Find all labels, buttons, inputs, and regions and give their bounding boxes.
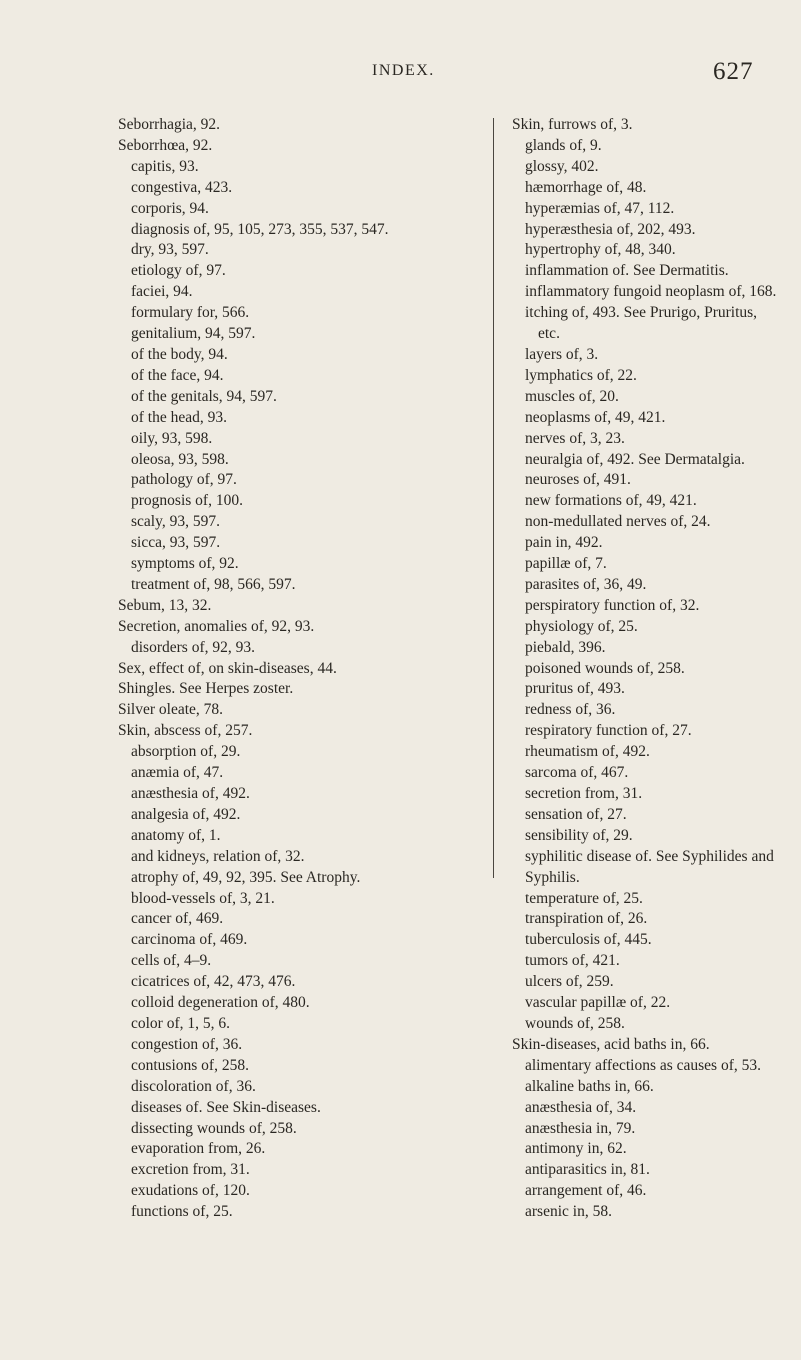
- index-subentry: ulcers of, 259.: [525, 973, 614, 991]
- index-subentry: blood-vessels of, 3, 21.: [131, 889, 275, 907]
- index-subentry: corporis, 94.: [131, 199, 209, 217]
- index-subentry: treatment of, 98, 566, 597.: [131, 575, 296, 593]
- index-subentry: capitis, 93.: [131, 157, 199, 175]
- index-column-right: [512, 115, 777, 1223]
- index-subentry: evaporation from, 26.: [131, 1140, 266, 1158]
- index-subentry: symptoms of, 92.: [131, 555, 239, 573]
- index-subentry: neoplasms of, 49, 421.: [525, 408, 666, 426]
- index-subentry: papillæ of, 7.: [525, 555, 607, 573]
- index-subentry: non-medullated nerves of, 24.: [525, 513, 711, 531]
- index-subentry: perspiratory function of, 32.: [525, 596, 700, 614]
- index-subentry: cancer of, 469.: [131, 910, 224, 928]
- index-subentry: oily, 93, 598.: [131, 429, 213, 447]
- index-subentry: disorders of, 92, 93.: [131, 638, 255, 656]
- index-subentry: redness of, 36.: [525, 701, 616, 719]
- index-entry: Sebum, 13, 32.: [118, 596, 212, 614]
- index-subentry: of the genitals, 94, 597.: [131, 387, 277, 405]
- index-subentry: vascular papillæ of, 22.: [525, 994, 671, 1012]
- index-subentry: neuroses of, 491.: [525, 471, 631, 489]
- index-subentry: absorption of, 29.: [131, 743, 241, 761]
- index-subentry: hæmorrhage of, 48.: [525, 178, 647, 196]
- index-subentry: diseases of. See Skin-diseases.: [131, 1098, 321, 1116]
- index-entry: Seborrhœa, 92.: [118, 136, 213, 154]
- index-subentry: arsenic in, 58.: [525, 1203, 612, 1221]
- index-subentry: alimentary affections as causes of, 53.: [525, 1056, 762, 1074]
- running-head: INDEX.: [372, 62, 435, 79]
- index-subentry: anæmia of, 47.: [131, 764, 224, 782]
- index-subentry: diagnosis of, 95, 105, 273, 355, 537, 547.: [131, 220, 389, 238]
- index-subentry: antimony in, 62.: [525, 1140, 627, 1158]
- index-subentry: poisoned wounds of, 258.: [525, 659, 685, 677]
- index-subentry: faciei, 94.: [131, 283, 193, 301]
- index-entry: Skin, furrows of, 3.: [512, 116, 633, 133]
- page-header: [0, 56, 801, 96]
- index-subentry: nerves of, 3, 23.: [525, 429, 625, 447]
- index-subentry: genitalium, 94, 597.: [131, 325, 256, 343]
- index-subentry: alkaline baths in, 66.: [525, 1077, 654, 1095]
- index-subentry: lymphatics of, 22.: [525, 366, 637, 384]
- index-subentry: hyperæmias of, 47, 112.: [525, 199, 675, 217]
- index-subentry: anatomy of, 1.: [131, 826, 221, 844]
- index-subentry: inflammatory fungoid neoplasm of, 168.: [525, 283, 777, 301]
- index-subentry: dry, 93, 597.: [131, 241, 209, 259]
- index-subentry: arrangement of, 46.: [525, 1182, 647, 1200]
- index-subentry: etc.: [538, 325, 560, 343]
- index-subentry: of the body, 94.: [131, 345, 228, 363]
- index-subentry: scaly, 93, 597.: [131, 513, 220, 531]
- index-entry: Skin, abscess of, 257.: [118, 722, 253, 740]
- index-subentry: of the face, 94.: [131, 366, 224, 384]
- index-subentry: of the head, 93.: [131, 408, 227, 426]
- index-subentry: temperature of, 25.: [525, 889, 643, 907]
- index-subentry: color of, 1, 5, 6.: [131, 1014, 231, 1032]
- index-subentry: exudations of, 120.: [131, 1182, 250, 1200]
- index-subentry: pathology of, 97.: [131, 471, 237, 489]
- index-subentry: contusions of, 258.: [131, 1056, 249, 1074]
- index-entry: Skin-diseases, acid baths in, 66.: [512, 1035, 710, 1053]
- index-subentry: tumors of, 421.: [525, 952, 620, 970]
- index-subentry: layers of, 3.: [525, 345, 599, 363]
- index-subentry: rheumatism of, 492.: [525, 743, 650, 761]
- index-subentry: hyperæsthesia of, 202, 493.: [525, 220, 696, 238]
- index-subentry: anæsthesia in, 79.: [525, 1119, 636, 1137]
- index-entry: Secretion, anomalies of, 92, 93.: [118, 617, 315, 635]
- index-subentry: sensation of, 27.: [525, 805, 627, 823]
- index-subentry: sensibility of, 29.: [525, 826, 633, 844]
- page-number: 627: [713, 58, 754, 85]
- index-subentry: dissecting wounds of, 258.: [131, 1119, 297, 1137]
- index-entry: Shingles. See Herpes zoster.: [118, 680, 294, 698]
- index-subentry: itching of, 493. See Prurigo, Pruritus,: [525, 304, 758, 322]
- index-subentry: muscles of, 20.: [525, 387, 619, 405]
- index-subentry: pain in, 492.: [525, 534, 603, 552]
- index-subentry: prognosis of, 100.: [131, 492, 243, 510]
- index-subentry: glossy, 402.: [525, 157, 599, 175]
- index-subentry: inflammation of. See Dermatitis.: [525, 262, 729, 280]
- index-subentry: transpiration of, 26.: [525, 910, 648, 928]
- index-subentry: oleosa, 93, 598.: [131, 450, 229, 468]
- index-subentry: Syphilis.: [525, 868, 580, 886]
- index-subentry: hypertrophy of, 48, 340.: [525, 241, 676, 259]
- index-subentry: physiology of, 25.: [525, 617, 638, 635]
- index-subentry: etiology of, 97.: [131, 262, 226, 280]
- index-subentry: colloid degeneration of, 480.: [131, 994, 310, 1012]
- index-subentry: anæsthesia of, 492.: [131, 785, 250, 802]
- index-subentry: analgesia of, 492.: [131, 805, 241, 823]
- index-subentry: discoloration of, 36.: [131, 1077, 256, 1095]
- index-subentry: glands of, 9.: [525, 136, 602, 154]
- index-subentry: cells of, 4–9.: [131, 952, 212, 970]
- index-subentry: wounds of, 258.: [525, 1014, 625, 1032]
- index-subentry: anæsthesia of, 34.: [525, 1098, 637, 1116]
- index-subentry: congestiva, 423.: [131, 178, 233, 196]
- index-subentry: functions of, 25.: [131, 1203, 233, 1221]
- index-subentry: pruritus of, 493.: [525, 680, 625, 698]
- index-subentry: carcinoma of, 469.: [131, 931, 248, 949]
- index-entry: Silver oleate, 78.: [118, 701, 224, 719]
- index-subentry: neuralgia of, 492. See Dermatalgia.: [525, 450, 745, 468]
- index-subentry: congestion of, 36.: [131, 1035, 243, 1053]
- index-entry: Seborrhagia, 92.: [118, 116, 221, 133]
- index-subentry: piebald, 396.: [525, 638, 606, 656]
- index-subentry: formulary for, 566.: [131, 304, 250, 322]
- index-subentry: antiparasitics in, 81.: [525, 1161, 650, 1179]
- index-subentry: parasites of, 36, 49.: [525, 575, 647, 593]
- index-subentry: new formations of, 49, 421.: [525, 492, 697, 510]
- index-subentry: respiratory function of, 27.: [525, 722, 692, 740]
- index-subentry: sicca, 93, 597.: [131, 534, 221, 552]
- index-subentry: secretion from, 31.: [525, 785, 643, 802]
- index-entry: Sex, effect of, on skin-diseases, 44.: [118, 659, 337, 677]
- index-subentry: cicatrices of, 42, 473, 476.: [131, 973, 296, 991]
- index-column-left: [118, 115, 438, 1223]
- index-subentry: atrophy of, 49, 92, 395. See Atrophy.: [131, 868, 361, 886]
- index-subentry: sarcoma of, 467.: [525, 764, 629, 782]
- index-subentry: excretion from, 31.: [131, 1161, 250, 1179]
- index-subentry: and kidneys, relation of, 32.: [131, 847, 305, 865]
- column-divider: [493, 118, 494, 878]
- index-subentry: syphilitic disease of. See Syphilides and: [525, 847, 774, 865]
- index-subentry: tuberculosis of, 445.: [525, 931, 652, 949]
